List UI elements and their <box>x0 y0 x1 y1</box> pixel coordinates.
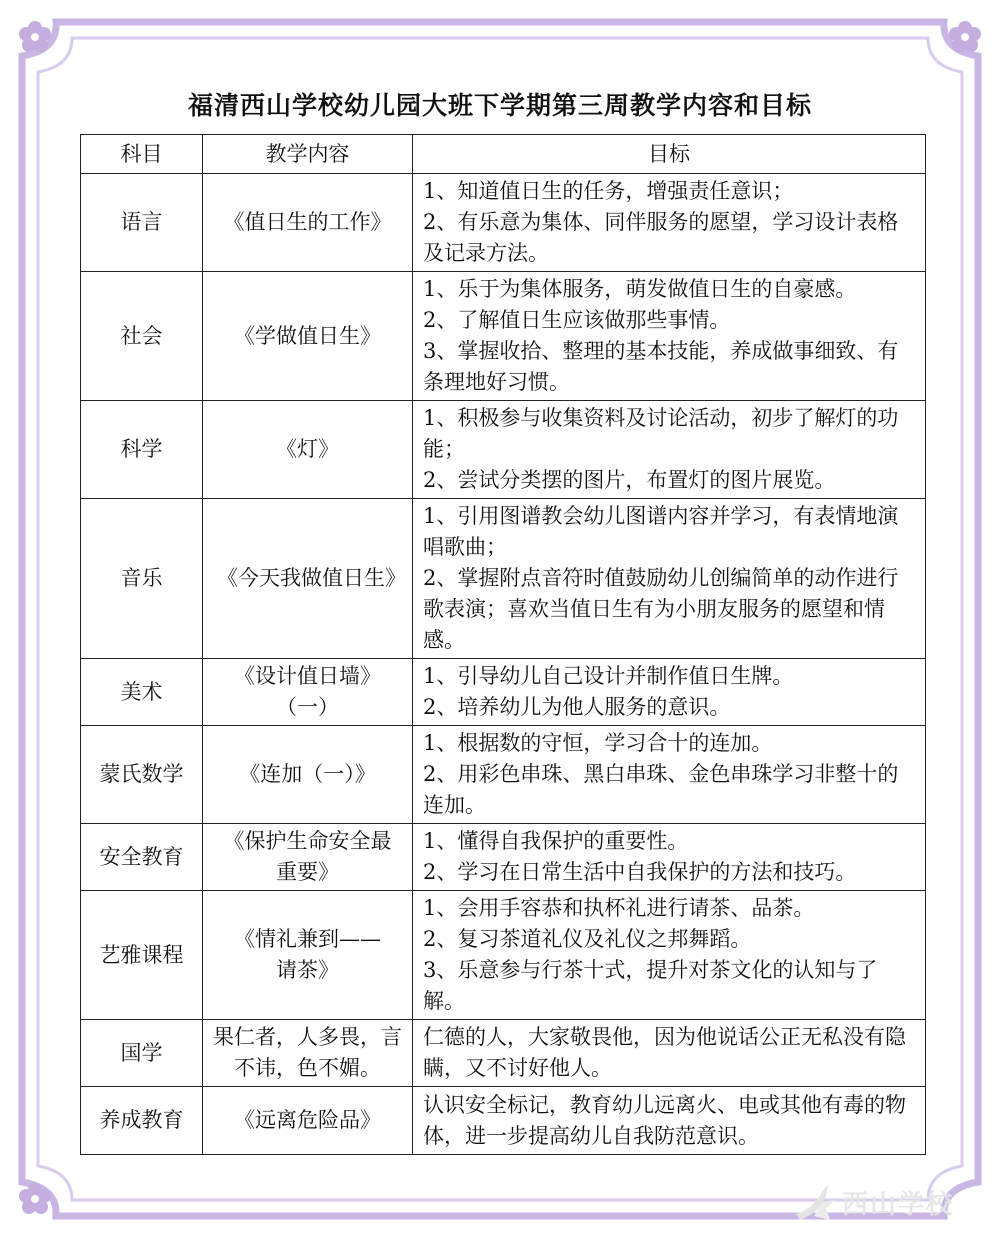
goal-line: 1、引导幼儿自己设计并制作值日生牌。 <box>423 664 794 688</box>
goal-cell <box>413 1087 926 1155</box>
subject-cell: 蒙氏数学 <box>81 726 203 824</box>
subject-cell: 语言 <box>81 174 203 272</box>
content-cell: 《学做值日生》 <box>203 272 413 401</box>
goal-cell <box>413 499 926 659</box>
content-cell: 《保护生命安全最重要》 <box>203 824 413 891</box>
subject-cell: 社会 <box>81 272 203 401</box>
flower-icon <box>18 1182 52 1216</box>
goal-line: 1、乐于为集体服务，萌发做值日生的自豪感。 <box>423 277 857 301</box>
goal-cell <box>413 659 926 726</box>
goal-line: 1、引用图谱教会幼儿图谱内容并学习，有表情地演唱歌曲； <box>423 504 899 559</box>
table-row <box>81 726 926 824</box>
goal-line: 1、懂得自我保护的重要性。 <box>423 829 689 853</box>
goal-line: 1、根据数的守恒，学习合十的连加。 <box>423 731 773 755</box>
goal-line: 1、知道值日生的任务，增强责任意识； <box>423 179 794 203</box>
page-title: 福清西山学校幼儿园大班下学期第三周教学内容和目标 <box>187 91 812 120</box>
table-row <box>81 499 926 659</box>
content-cell: 《值日生的工作》 <box>203 174 413 272</box>
goal-cell <box>413 726 926 824</box>
table-header-row <box>81 135 926 174</box>
goal-line: 2、掌握附点音符时值鼓励幼儿创编简单的动作进行歌表演；喜欢当值日生有为小朋友服务的愿望和情感。 <box>423 566 899 652</box>
header-goal: 目标 <box>413 135 926 174</box>
goal-line: 1、会用手容恭和执杯礼进行请茶、品茶。 <box>423 896 815 920</box>
subject-cell: 科学 <box>81 401 203 499</box>
flower-icon <box>18 20 52 54</box>
flower-icon <box>948 20 982 54</box>
watermark-text: 西山学校 <box>842 1190 955 1220</box>
goal-line: 3、掌握收拾、整理的基本技能，养成做事细致、有条理地好习惯。 <box>423 339 899 394</box>
content-cell: 《情礼兼到——请茶》 <box>203 891 413 1020</box>
watermark <box>792 1178 982 1224</box>
goal-cell <box>413 824 926 891</box>
goal-line: 2、学习在日常生活中自我保护的方法和技巧。 <box>423 860 857 884</box>
subject-cell: 养成教育 <box>81 1087 203 1155</box>
watermark-logo-icon <box>792 1180 842 1222</box>
content-cell: 果仁者，人多畏，言不讳，色不媚。 <box>203 1020 413 1087</box>
table-row <box>81 1087 926 1155</box>
table-row <box>81 401 926 499</box>
content-cell: 《连加（一）》 <box>203 726 413 824</box>
header-subject: 科目 <box>81 135 203 174</box>
goal-line: 2、尝试分类摆的图片，布置灯的图片展览。 <box>423 468 836 492</box>
subject-cell: 安全教育 <box>81 824 203 891</box>
goal-line: 2、用彩色串珠、黑白串珠、金色串珠学习非整十的连加。 <box>423 762 899 817</box>
goal-cell <box>413 1020 926 1087</box>
goal-cell <box>413 174 926 272</box>
goal-line: 2、有乐意为集体、同伴服务的愿望，学习设计表格及记录方法。 <box>423 210 899 265</box>
goal-line: 2、培养幼儿为他人服务的意识。 <box>423 695 731 719</box>
subject-cell: 国学 <box>81 1020 203 1087</box>
table-row <box>81 272 926 401</box>
goal-line: 认识安全标记，教育幼儿远离火、电或其他有毒的物体，进一步提高幼儿自我防范意识。 <box>423 1092 906 1148</box>
table-row <box>81 659 926 726</box>
teaching-plan-table <box>80 134 926 1155</box>
content-cell: 《远离危险品》 <box>203 1087 413 1155</box>
content-cell: 《设计值日墙》（一） <box>203 659 413 726</box>
header-content: 教学内容 <box>203 135 413 174</box>
subject-cell: 美术 <box>81 659 203 726</box>
table-row <box>81 891 926 1020</box>
subject-cell: 艺雅课程 <box>81 891 203 1020</box>
goal-line: 2、了解值日生应该做那些事情。 <box>423 308 731 332</box>
goal-cell <box>413 891 926 1020</box>
goal-line: 2、复习茶道礼仪及礼仪之邦舞蹈。 <box>423 927 752 951</box>
goal-cell <box>413 272 926 401</box>
goal-cell <box>413 401 926 499</box>
table-row <box>81 1020 926 1087</box>
goal-line: 仁德的人，大家敬畏他，因为他说话公正无私没有隐瞒，又不讨好他人。 <box>423 1025 906 1080</box>
table-row <box>81 174 926 272</box>
table-row <box>81 824 926 891</box>
content-cell: 《灯》 <box>203 401 413 499</box>
subject-cell: 音乐 <box>81 499 203 659</box>
goal-line: 3、乐意参与行茶十式，提升对茶文化的认知与了解。 <box>423 958 878 1013</box>
goal-line: 1、积极参与收集资料及讨论活动，初步了解灯的功能； <box>423 406 899 461</box>
content-cell: 《今天我做值日生》 <box>203 499 413 659</box>
